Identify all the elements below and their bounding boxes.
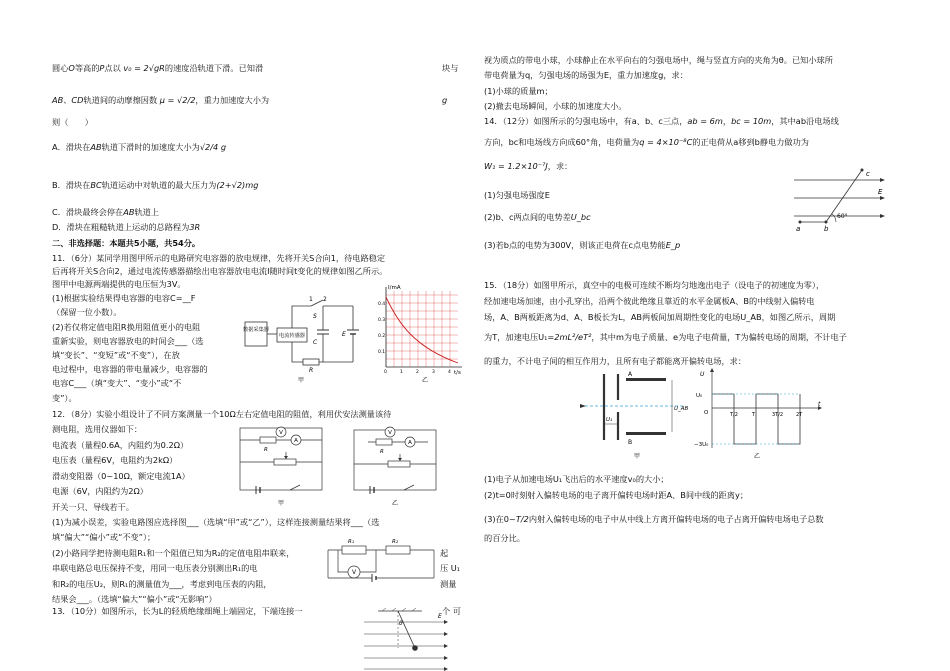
g-label: g [442,95,448,105]
q13-cont: (2)撤去电场瞬间，小球的加速度大小。 [484,101,627,111]
q13-cont: (1)小球的质量m； [484,86,553,96]
q15-line: 的百分比。 [484,533,525,543]
q13-cont: 带电荷量为q，匀强电场的场强为E，重力加速度g，求： [484,70,688,80]
angle-label: 60° [837,213,848,220]
option-c: C．滑块最终会停在AB轨道上 [52,207,160,217]
fig-caption: 乙 [422,377,429,384]
u0-label: U₀ [696,393,703,399]
plate-b: B [628,439,633,446]
q14-line: 14．（12分）如图所示的匀强电场中，有a、b、c三点，ab = 6m，bc = 10m，其中ab沿电场线 [484,116,839,126]
tick: 3T/2 [772,412,784,418]
figure-12-series [326,534,438,596]
tick: 2T [796,412,803,418]
origin-label: O [704,410,709,416]
q14-line: (3)若b点的电势为300V，则该正电荷在c点电势能E_p [484,240,681,250]
point-b: b [824,225,829,233]
voltmeter-label: V [351,569,357,576]
q12-line: 开关一只、导线若干。 [52,502,134,512]
q13-line: 13．（10分）如图所示，长为L的轻质绝缘细绳上端固定，下端连接一 [52,606,303,616]
uab-label: U_AB [674,406,689,412]
q15-line: 场，A、B两板距离为d、A、B板长为L，AB两板间加周期性变化的电场U_AB，如图乙所示，周期 [484,312,836,322]
q11-line: 变”）。 [52,393,77,403]
figure-13 [362,608,452,671]
q11-line: 11．（6分）某同学用图甲所示的电路研究电容器的放电规律，先将开关S合向1，待电路稳定 [52,253,386,263]
fig-caption: 乙 [392,500,399,507]
figure-12-circuit-a [234,424,328,508]
q14-line: W₁ = 1.2×10⁻⁷J，求： [484,161,573,171]
ammeter-label: A [294,438,298,444]
x-tick: 3 [432,370,435,375]
option-d: D．滑块在粗糙轨道上运动的总路程为3R [52,222,201,232]
y-tick: 0.3 [378,318,386,323]
u1-label: U₁ [606,417,613,423]
tick: T/2 [730,412,738,418]
x-axis-label: t/s [454,370,461,376]
figure-11-graph [378,283,468,383]
field-label: E [878,188,883,196]
q14-line: 方向，bc和电场线方向成60°角，电荷量为q = 4×10⁻⁸C的正电荷从a移到b静电力做功为 [484,137,809,147]
q12-side: 测量 [440,579,457,589]
q15-line: 15．（18分）如图甲所示，真空中的电极可连续不断均匀地逸出电子（设电子的初速度为零）， [484,280,825,290]
figure-11-circuit [243,292,361,384]
resistor-label: R [264,447,268,453]
t-axis-label: t [818,401,821,408]
q12-line: (2)小路同学把待测电阻R₁和一个阻值已知为R₂的定值电阻串联来， [52,548,295,558]
resistor-label: R [380,449,384,455]
q12-side: 起 [440,548,449,558]
neg-u0-label: −3U₀ [694,442,709,448]
q12-line: 电压表（量程6V，电阻约为2kΩ） [52,455,178,465]
q11-line: 电过程中，电容器的带电量减少，电容器的 [52,364,208,374]
q14-line: (2)b、c两点间的电势差U_bc [484,212,591,222]
q11-line: (1)根据实验结果得电容器的电容C=__F [52,293,196,303]
q12-line: 电流表（量程0.6A，内阻约为0.2Ω） [52,440,189,450]
source-label: E [342,331,346,338]
line-3: 则（ ） [52,117,93,127]
switch-label: S [313,313,317,320]
q12-side: 压 U₁ [440,563,461,573]
fig-caption: 甲 [634,453,641,460]
q11-line: 电容C___（填“变大”、“变小”或“不 [52,378,182,388]
line-1-tail: 块与 [442,63,459,73]
sensor-label: 电流传感器 [279,333,305,339]
q13-tail: 个 可 [442,606,461,616]
q15-line: (1)电子从加速电场U₁飞出后的水平速度v₀的大小； [484,474,669,484]
q15-line: 为T，加速电压U₁=2mL²/eT²，其中m为电子质量、e为电子电荷量，T为偏转电场的周期，不计电子 [484,332,847,342]
q12-line: 和R₂的电压U₂，则R₁的测量值为___，考虑到电压表的内阻， [52,579,272,589]
q12-line: 结果会___。（选填“偏大”“偏小”或“无影响”） [52,594,217,604]
option-a: A．滑块在AB轨道下滑时的加速度大小为√2/4 g [52,142,227,152]
x-tick: 4 [448,370,451,375]
y-tick: 0.1 [378,350,386,355]
u-axis-label: U [700,371,705,378]
v0-formula: v₀ = 2√gR [123,63,165,73]
q11-line: 后再将开关S合向2，通过电流传感器描绘出电容器放电电流I随时间t变化的规律如图乙所示。 [52,266,388,276]
r2-label: R₂ [392,539,399,545]
q15-line: (3)在0~T/2内射入偏转电场的电子中从中线上方离开偏转电场的电子占离开偏转电场电子总数 [484,514,824,524]
q11-line: 图甲中电源两端提供的电压恒为3V。 [52,279,186,289]
q12-line: 12．（8分）实验小组设计了不同方案测量一个10Ω左右定值电阻的阻值，利用伏安法测量该待 [52,409,392,419]
q12-line: 测电阻，选用仪器如下： [52,424,143,434]
q12-line: 滑动变阻器（0~10Ω，额定电流1A） [52,471,190,481]
tick: T [752,412,756,418]
field-label: E [438,613,442,620]
figure-12-circuit-b [348,424,442,508]
ammeter-label: A [408,440,412,446]
voltmeter-label: V [279,430,283,436]
q11-line: 重新实验，则电容器放电的时间会___（选 [52,336,204,346]
figure-14 [792,168,888,234]
option-b: B．滑块在BC轨道运动中对轨道的最大压力为(2+√2)mg [52,180,259,190]
q11-line: 填“变长”、“变短”或“不变”），在放 [52,350,180,360]
fig-caption: 甲 [278,500,285,507]
fig-caption: 甲 [298,377,305,384]
y-tick: 0.2 [378,334,386,339]
y-tick: 0.4 [378,302,386,307]
line-1: 圆心O等高的P点以 v₀ = 2√gR的速度沿轨道下滑。已知滑 [52,63,264,73]
computer-label: 数据采集器 [243,327,269,333]
x-tick: 0 [384,370,387,375]
y-axis-label: I/mA [388,285,401,291]
fig-caption: 乙 [754,453,761,460]
voltmeter-label: V [388,430,392,436]
q15-line: 经加速电场加速，由小孔穿出，沿两个彼此绝缘且靠近的水平金属板A、B的中线射入偏转电 [484,296,815,306]
switch-pos-1: 1 [309,296,313,303]
q12-line: (1)为减小误差，实验电路图应选择图___（选填“甲”或“乙”），这样连接测量结果将___（选 [52,517,380,527]
figure-15-device [576,368,689,460]
q14-line: (1)匀强电场强度E [484,190,550,200]
theta-label: θ [399,620,403,627]
q12-line: 电源（6V，内阻约为2Ω） [52,486,148,496]
figure-15-waveform [694,368,824,460]
point-a: a [796,225,801,233]
section-heading: 二、非选择题：本题共5小题，共54分。 [52,238,201,248]
q12-line: 串联电路总电压保持不变，用同一电压表分别测出R₁的电 [52,563,258,573]
line-2: AB、CD轨道间的动摩擦因数 μ = √2/2，重力加速度大小为 [52,95,270,105]
r1-label: R₁ [348,539,355,545]
point-c: c [866,170,870,178]
switch-pos-2: 2 [323,296,327,303]
x-tick: 1 [400,370,403,375]
q15-line: 的重力，不计电子间的相互作用力，且所有电子都能离开偏转电场，求： [484,356,747,366]
mu-formula: μ = √2/2 [159,95,196,105]
resistor-label: R [309,367,314,374]
q12-line: 填“偏大”“偏小”或“不变”）； [52,532,156,542]
q11-line: (2)若仅将定值电阻R换用阻值更小的电阻 [52,322,201,332]
capacitor-label: C [313,339,318,346]
plate-a: A [628,371,633,378]
q13-cont: 视为质点的带电小球，小球静止在水平向右的匀强电场中，绳与竖直方向的夹角为θ。已知小球所 [484,55,833,65]
x-tick: 2 [416,370,419,375]
q11-line: （保留一位小数）。 [52,307,122,317]
q15-line: (2)t=0时刻射入偏转电场的电子离开偏转电场时距A、B间中线的距离y； [484,490,749,500]
